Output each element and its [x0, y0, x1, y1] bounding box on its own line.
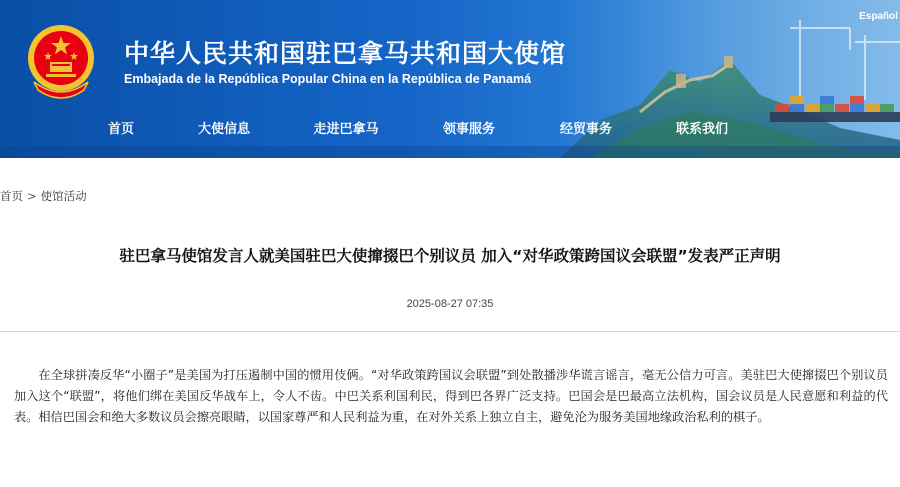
breadcrumb — [0, 188, 87, 204]
nav-item-home[interactable]: 首页 — [107, 122, 135, 137]
article-title: 驻巴拿马使馆发言人就美国驻巴大使撺掇巴个别议员 加入“对华政策跨国议会联盟”发表严正声明 — [119, 247, 781, 265]
nav-item-consular-services[interactable]: 领事服务 — [442, 122, 496, 137]
content-divider — [0, 331, 900, 332]
breadcrumb-separator: > — [27, 189, 37, 203]
article-body-paragraph: 在全球拼凑反华“小圈子”是美国为打压遏制中国的惯用伎俩。“对华政策跨国议会联盟”到处散播涉华谎言谣言，毫无公信力可言。美驻巴大使撺掇巴个别议员加入这个“联盟”，将他们绑在美国反华战车上，令人不齿。中巴关系利国利民，得到巴各界广泛支持。巴国会是巴最高立法机构，国会议员是人民意愿和利益的代表。相信巴国会和绝大多数议员会擦亮眼睛，以国家尊严和人民利益为重，在对外关系上独立自主，避免沦为服务美国地缘政治私利的棋子。 — [14, 368, 888, 424]
nav-item-ambassador-info[interactable]: 大使信息 — [197, 122, 251, 137]
site-header — [0, 0, 900, 158]
breadcrumb-current-link[interactable]: 使馆活动 — [40, 189, 87, 203]
embassy-title-chinese: 中华人民共和国驻巴拿马共和国大使馆 — [124, 39, 567, 68]
nav-item-contact-us[interactable]: 联系我们 — [675, 122, 729, 137]
breadcrumb-home-link[interactable]: 首页 — [0, 189, 23, 203]
nav-item-about-panama[interactable]: 走进巴拿马 — [313, 122, 379, 137]
main-navigation — [0, 118, 900, 142]
language-switch-link[interactable]: Español — [859, 11, 898, 22]
national-emblem-icon — [24, 22, 98, 100]
embassy-title-spanish: Embajada de la República Popular China en la República de Panamá — [124, 72, 532, 86]
nav-item-economic-affairs[interactable]: 经贸事务 — [559, 122, 613, 137]
article-date: 2025-08-27 07:35 — [406, 298, 494, 310]
